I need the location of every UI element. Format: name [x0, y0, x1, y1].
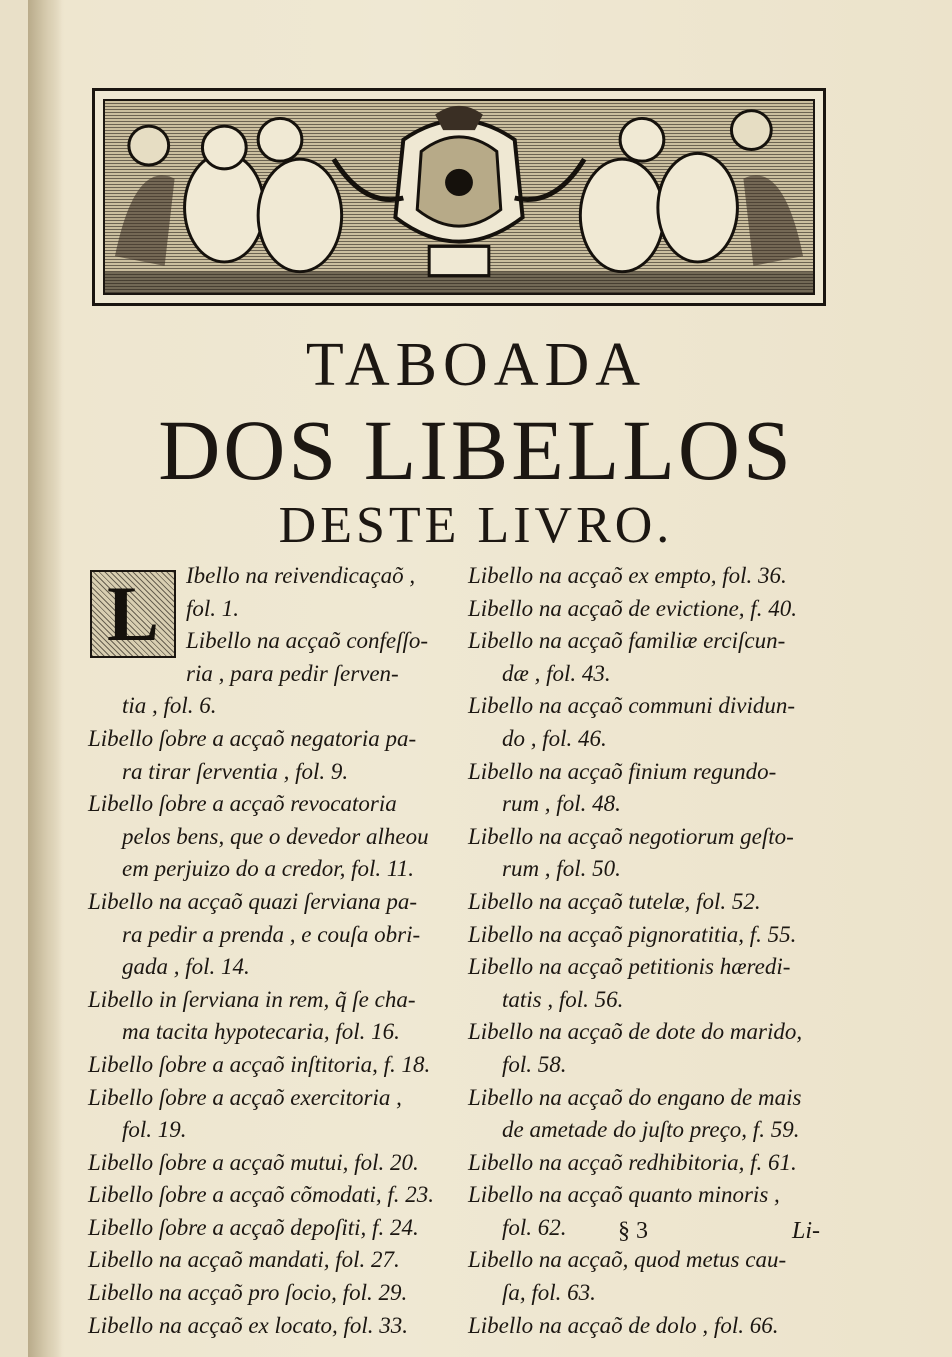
index-entry-line: Libello ſobre a acçaõ negatoria pa-	[88, 725, 417, 751]
index-entry	[88, 1212, 448, 1245]
index-entry	[468, 1147, 830, 1180]
index-entry-line: Libello na acçaõ, quod metus cau-	[468, 1247, 787, 1273]
woodcut-ornament-icon	[103, 99, 815, 295]
index-entry	[88, 560, 448, 625]
index-entry-line: Libello na acçaõ mandati, fol. 27.	[88, 1247, 400, 1273]
index-entry-line: tia , fol. 6.	[122, 693, 217, 719]
index-entry-line: Libello na acçaõ quazi ſerviana pa-	[88, 888, 417, 914]
index-entry-line: Libello ſobre a acçaõ depoſiti, f. 24.	[88, 1214, 419, 1240]
index-entry-line: rum , fol. 50.	[502, 856, 621, 882]
drop-cap-letter: L	[106, 570, 160, 657]
index-entry-line: fol. 58.	[502, 1051, 567, 1077]
index-entry-line: ra tirar ſerventia , fol. 9.	[122, 758, 349, 784]
index-entry	[468, 951, 830, 1016]
index-entry-line: Libello na acçaõ de dote do marido,	[468, 1019, 803, 1045]
index-entry-line: Libello na acçaõ confeſſo-	[186, 628, 429, 654]
title-line-deste-livro: DESTE LIVRO.	[278, 497, 674, 554]
index-entry	[88, 1147, 448, 1180]
index-entry-line: Libello in ſerviana in rem, q̃ ſe cha-	[88, 986, 416, 1012]
cherubs-cartouche-icon	[105, 101, 813, 293]
index-entry-line: fol. 62.	[502, 1214, 567, 1240]
index-entry-line: Libello ſobre a acçaõ revocatoria	[88, 791, 397, 817]
index-entry-line: em perjuizo do a credor, fol. 11.	[122, 856, 414, 882]
index-entry-line: fol. 1.	[186, 595, 240, 621]
gutter-shadow	[28, 0, 62, 1357]
index-entry-line: ſa, fol. 63.	[502, 1280, 596, 1306]
right-column-index	[468, 560, 830, 1342]
index-entry	[88, 984, 448, 1049]
title-line-taboada: TABOADA	[305, 331, 647, 399]
index-entry-line: ma tacita hypotecaria, fol. 16.	[122, 1019, 400, 1045]
index-entry-line: Libello na acçaõ familiæ erciſcun-	[468, 628, 786, 654]
title-line-dos-libellos: DOS LIBELLOS	[158, 402, 794, 498]
index-entry-line: Libello na acçaõ de dolo , fol. 66.	[468, 1312, 779, 1338]
index-entry-line: Libello na acçaõ finium regundo-	[468, 758, 777, 784]
index-entry	[88, 723, 448, 788]
index-entry-line: pelos bens, que o devedor alheou	[122, 823, 429, 849]
index-entry	[468, 625, 830, 690]
index-entry	[468, 1310, 830, 1343]
index-entry-line: Libello na acçaõ ex empto, fol. 36.	[468, 563, 787, 588]
index-entry-line: Libello ſobre a acçaõ exercitoria ,	[88, 1084, 402, 1110]
index-entry	[468, 919, 830, 952]
index-entry	[88, 1310, 448, 1343]
index-entry-line: tatis , fol. 56.	[502, 986, 624, 1012]
index-entry	[88, 1277, 448, 1310]
index-entry-line: fol. 19.	[122, 1117, 187, 1143]
index-entry-line: Libello na acçaõ pignoratitia, f. 55.	[468, 921, 797, 947]
index-entry	[468, 593, 830, 626]
index-entry	[468, 1244, 830, 1309]
index-entry	[88, 625, 448, 723]
woodcut-headpiece	[92, 88, 826, 306]
index-entry-line: Libello na acçaõ quanto minoris ,	[468, 1182, 780, 1208]
index-entry-line: Libello na acçaõ de evictione, f. 40.	[468, 595, 797, 621]
index-entry-line: Libello ſobre a acçaõ mutui, fol. 20.	[88, 1149, 419, 1175]
index-entry-line: Libello ſobre a acçaõ cõmodati, f. 23.	[88, 1182, 435, 1208]
index-entry	[468, 1179, 830, 1244]
index-entry-line: Libello na acçaõ redhibitoria, f. 61.	[468, 1149, 797, 1175]
index-entry-line: Libello na acçaõ tutelæ, fol. 52.	[468, 888, 761, 914]
index-entry	[88, 1179, 448, 1212]
index-entry-line: ra pedir a prenda , e couſa obri-	[122, 921, 421, 947]
index-entry	[468, 821, 830, 886]
signature-mark: § 3	[618, 1218, 648, 1244]
index-entry-line: Libello na acçaõ ex locato, fol. 33.	[88, 1312, 409, 1338]
catchword: Li-	[792, 1218, 821, 1244]
index-entry-line: ria , para pedir ſerven-	[186, 660, 399, 686]
index-entry	[468, 886, 830, 919]
index-entry	[88, 788, 448, 886]
index-entry	[468, 1016, 830, 1081]
index-entry-line: rum , fol. 48.	[502, 791, 621, 817]
index-entry-line: Libello na acçaõ do engano de mais	[468, 1084, 802, 1110]
index-entry	[468, 756, 830, 821]
index-entry	[88, 886, 448, 984]
index-entry-line: do , fol. 46.	[502, 725, 607, 751]
index-entry-line: Libello na acçaõ communi dividun-	[468, 693, 796, 719]
index-entry	[88, 1082, 448, 1147]
left-column-index	[88, 560, 448, 1342]
index-entry-line: Ibello na reivendicaçaõ ,	[186, 563, 416, 588]
index-entry-line: Libello na acçaõ petitionis hæredi-	[468, 954, 791, 980]
index-entry-line: Libello na acçaõ pro ſocio, fol. 29.	[88, 1280, 408, 1306]
index-entry	[88, 1049, 448, 1082]
index-entry-line: de ametade do juſto preço, f. 59.	[502, 1117, 800, 1143]
index-entry-line: Libello na acçaõ negotiorum geſto-	[468, 823, 794, 849]
index-entry	[88, 1244, 448, 1277]
index-entry	[468, 560, 830, 593]
index-entry-line: Libello ſobre a acçaõ inſtitoria, f. 18.	[88, 1051, 431, 1077]
index-entry-line: dæ , fol. 43.	[502, 660, 611, 686]
index-entry-line: gada , fol. 14.	[122, 954, 250, 980]
index-entry	[468, 690, 830, 755]
index-entry	[468, 1082, 830, 1147]
